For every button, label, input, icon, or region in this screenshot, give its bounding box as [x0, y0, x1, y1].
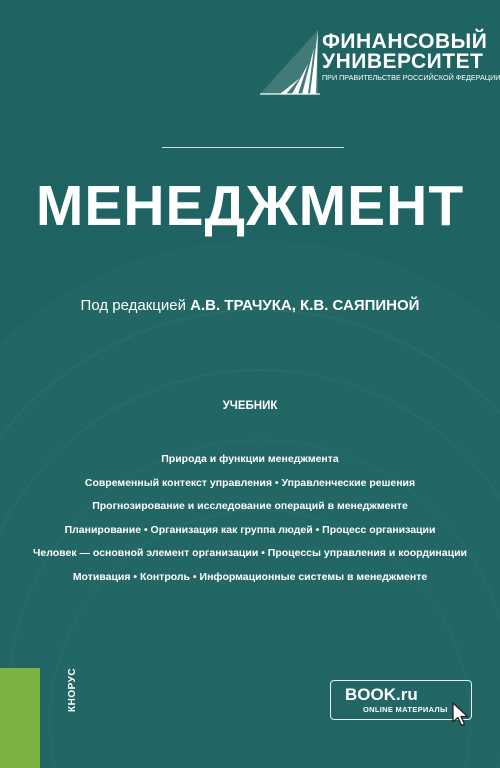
publisher-logo	[40, 640, 80, 768]
online-materials-label: ONLINE МАТЕРИАЛЫ	[363, 705, 448, 714]
university-logo	[258, 28, 500, 100]
book-title: МЕНЕДЖМЕНТ	[35, 174, 465, 238]
topic-item: Современный контекст управления • Управленческие решения	[84, 476, 416, 489]
topic-item: Природа и функции менеджмента	[161, 453, 339, 465]
editors-line	[0, 297, 500, 314]
publisher-name: КНОРУС	[67, 667, 78, 712]
logo-text-line3: ПРИ ПРАВИТЕЛЬСТВЕ РОССИЙСКОЙ ФЕДЕРАЦИИ	[322, 73, 500, 82]
editors-prefix: Под редакцией	[80, 297, 191, 314]
mouse-pointer-icon	[452, 702, 470, 728]
logo-text-line2: УНИВЕРСИТЕТ	[322, 50, 484, 73]
publisher-color-bar	[0, 668, 40, 768]
financial-university-logo-icon	[258, 28, 322, 100]
topic-item: Мотивация • Контроль • Информационные системы в менеджменте	[72, 570, 428, 583]
topic-item: Человек — основной элемент организации • Процессы управления и координации	[33, 547, 467, 559]
topic-item: Планирование • Организация как группа людей • Процесс организации	[64, 523, 436, 536]
logo-text-line1: ФИНАНСОВЫЙ	[322, 30, 488, 53]
topics-list	[0, 448, 500, 589]
topic-item: Прогнозирование и исследование операций в менеджменте	[92, 500, 408, 512]
title-divider	[162, 147, 344, 148]
editors-names: А.В. ТРАЧУКА, К.В. САЯПИНОЙ	[190, 297, 420, 314]
book-ru-label: BOOK.ru	[345, 685, 418, 704]
book-ru-badge[interactable]	[330, 680, 472, 720]
book-type: УЧЕБНИК	[222, 400, 278, 412]
